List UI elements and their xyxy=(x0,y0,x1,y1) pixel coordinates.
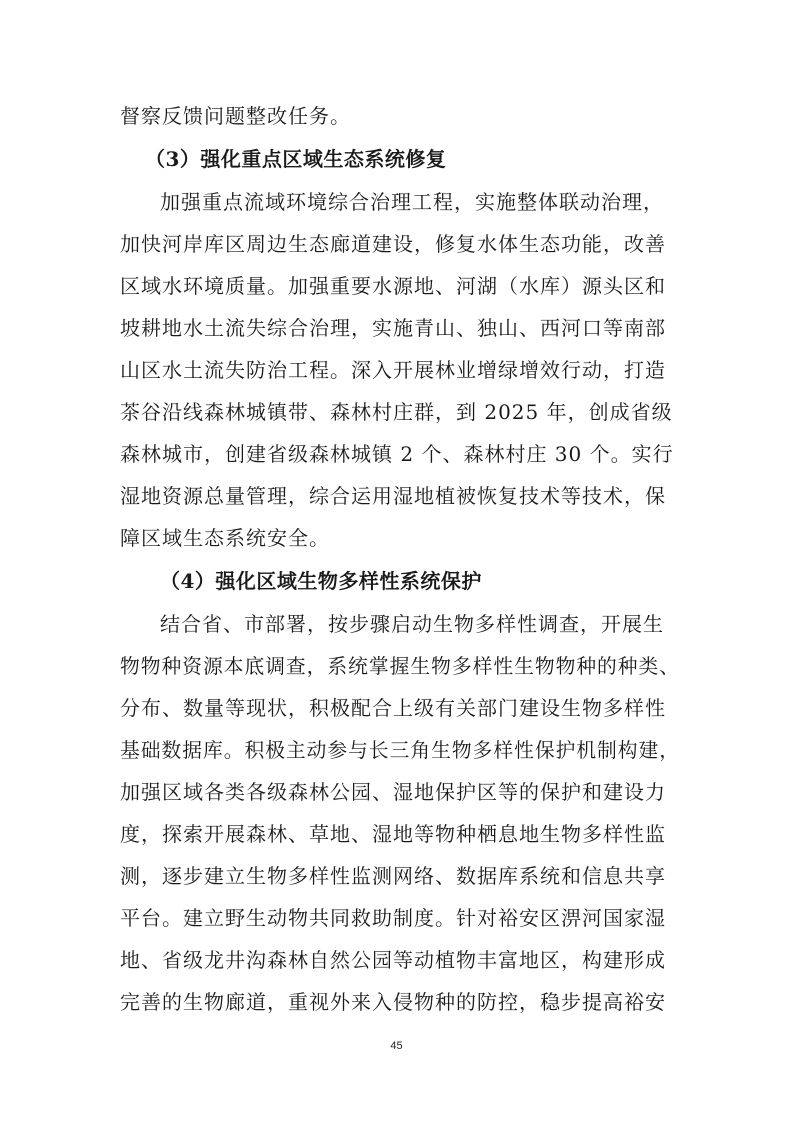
body-line: 测，逐步建立生物多样性监测网络、数据库系统和信息共享 xyxy=(120,864,666,888)
body-line: 湿地资源总量管理，综合运用湿地植被恢复技术等技术，保 xyxy=(120,484,666,508)
body-line: 加快河岸库区周边生态廊道建设，修复水体生态功能，改善 xyxy=(120,232,666,256)
body-line: 区域水环境质量。加强重要水源地、河湖（水库）源头区和 xyxy=(120,274,666,298)
body-line: 山区水土流失防治工程。深入开展林业增绿增效行动，打造 xyxy=(120,358,666,382)
body-line: 坡耕地水土流失综合治理，实施青山、独山、西河口等南部 xyxy=(120,316,666,340)
page-number: 45 xyxy=(390,1040,403,1052)
body-line: 督察反馈问题整改任务。 xyxy=(120,104,351,128)
body-line: 茶谷沿线森林城镇带、森林村庄群，到 2025 年，创成省级 xyxy=(120,400,673,424)
body-line: 加强重点流域环境综合治理工程，实施整体联动治理， xyxy=(160,190,664,214)
body-line: 物物种资源本底调查，系统掌握生物多样性生物物种的种类、 xyxy=(120,654,681,678)
section-heading-3: （3）强化重点区域生态系统修复 xyxy=(145,147,447,171)
body-line: 平台。建立野生动物共同救助制度。针对裕安区淠河国家湿 xyxy=(120,906,666,930)
body-line: 基础数据库。积极主动参与长三角生物多样性保护机制构建， xyxy=(120,738,681,762)
body-line: 森林城市，创建省级森林城镇 2 个、森林村庄 30 个。实行 xyxy=(120,442,674,466)
body-line: 加强区域各类各级森林公园、湿地保护区等的保护和建设力 xyxy=(120,780,666,804)
section-heading-4: （4）强化区域生物多样性系统保护 xyxy=(160,569,482,593)
body-line: 障区域生态系统安全。 xyxy=(120,526,330,550)
body-line: 度，探索开展森林、草地、湿地等物种栖息地生物多样性监 xyxy=(120,822,666,846)
body-line: 分布、数量等现状，积极配合上级有关部门建设生物多样性 xyxy=(120,696,666,720)
body-line: 结合省、市部署，按步骤启动生物多样性调查，开展生 xyxy=(160,612,664,636)
body-line: 完善的生物廊道，重视外来入侵物种的防控，稳步提高裕安 xyxy=(120,990,666,1014)
body-line: 地、省级龙井沟森林自然公园等动植物丰富地区，构建形成 xyxy=(120,948,666,972)
